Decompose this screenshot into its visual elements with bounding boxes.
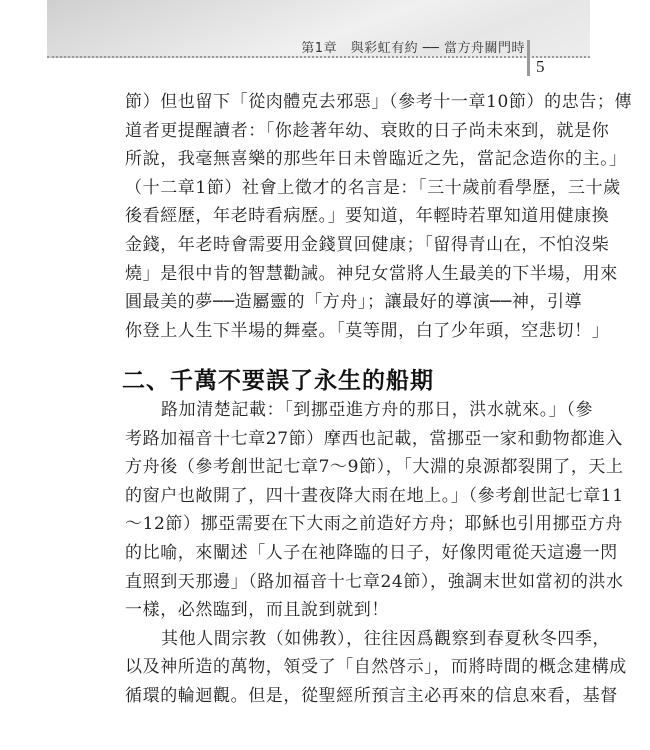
page-number-divider	[527, 40, 530, 76]
text-line: 考路加福音十七章27節）摩西也記載，當挪亞一家和動物都進入	[125, 428, 624, 449]
text-line: 節）但也留下「從肉體克去邪惡」（參考十一章10節）的忠告；傳	[125, 92, 633, 112]
text-line: 道者更提醒讀者：「你趁著年幼、衰敗的日子尚未來到，就是你	[125, 120, 610, 141]
page-number: 5	[536, 57, 545, 76]
section-heading: 二、千萬不要誤了永生的船期	[122, 367, 434, 394]
text-line: 圓最美的夢──造屬靈的「方舟」；讓最好的導演──神，引導	[125, 292, 583, 313]
text-line: 後看經歷，年老時看病歷。」要知道，年輕時若單知道用健康換	[125, 206, 610, 227]
text-line: 路加清楚記載：「到挪亞進方舟的那日，洪水就來。」（參	[161, 400, 594, 420]
text-line: ～12節）挪亞需要在下大雨之前造好方舟；耶穌也引用挪亞方舟	[125, 514, 624, 535]
text-line: 循環的輪迴觀。但是，從聖經所預言主必再來的信息來看，基督	[125, 685, 618, 706]
text-line: 方舟後（參考創世記七章7～9節），「大淵的泉源都裂開了，天上	[125, 457, 624, 478]
text-line: 一樣，必然臨到，而且說到就到！	[125, 600, 389, 621]
text-line: 燒」是很中肯的智慧勸誡。神兒女當將人生最美的下半場，用來	[125, 263, 618, 284]
text-line: （十二章1節）社會上徵才的名言是：「三十歲前看學歷，三十歲	[125, 177, 621, 198]
section-body	[125, 396, 627, 711]
text-line: 所說，我毫無喜樂的那些年日未曾臨近之先，當記念造你的主。」	[125, 149, 627, 170]
text-line: 的窗户也敞開了，四十晝夜降大雨在地上。」（參考創世記七章11	[125, 485, 624, 506]
text-line: 直照到天那邊」（路加福音十七章24節），強調末世如當初的洪水	[125, 571, 624, 592]
paragraph-continuation	[125, 88, 633, 345]
text-line: 以及神所造的萬物，領受了「自然啓示」，而將時間的概念建構成	[125, 657, 627, 678]
text-line: 其他人間宗教（如佛教），往往因爲觀察到春夏秋冬四季，	[161, 628, 611, 649]
text-line: 你登上人生下半場的舞臺。「莫等閒，白了少年頭，空悲切！」	[125, 320, 610, 341]
running-head: 第1章 與彩虹有約 ── 當方舟關門時	[301, 41, 525, 56]
text-line: 的比喻，來闡述「人子在祂降臨的日子，好像閃電從天這邊一閃	[125, 542, 618, 563]
text-line: 金錢，年老時會需要用金錢買回健康；「留得青山在，不怕沒柴	[125, 234, 610, 255]
